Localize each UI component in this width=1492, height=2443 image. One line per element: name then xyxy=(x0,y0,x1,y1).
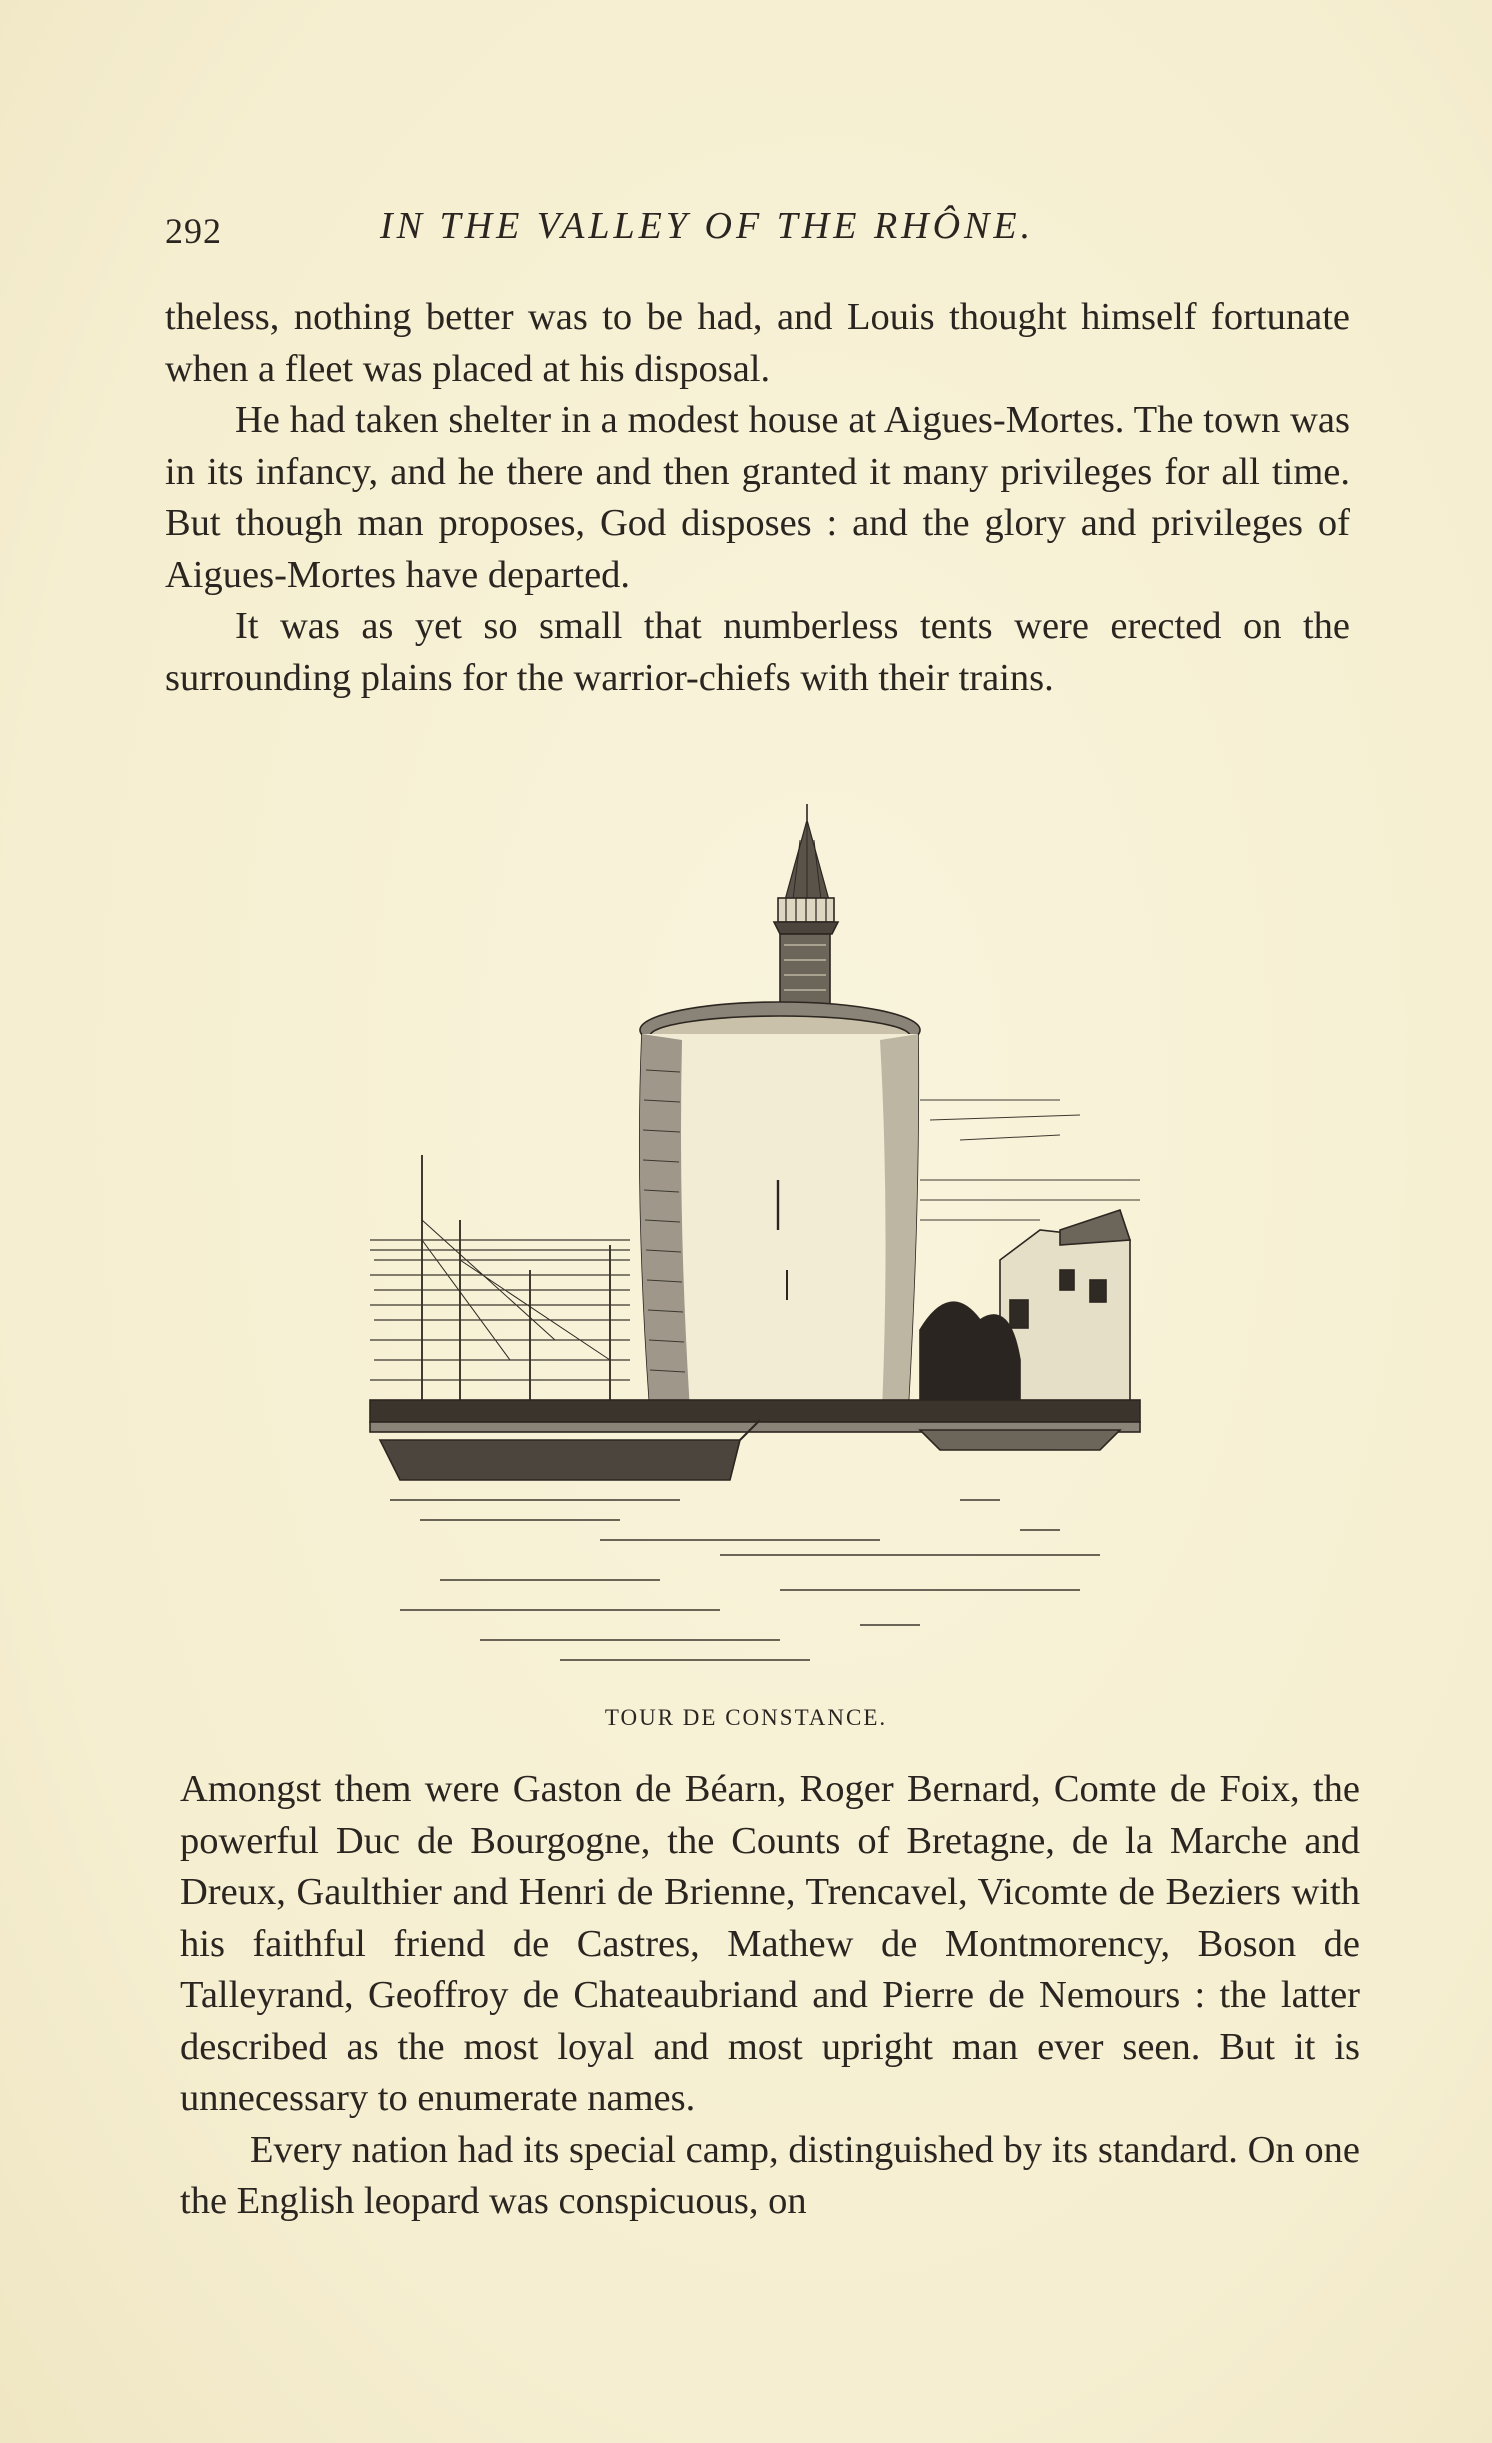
top-text-block xyxy=(165,292,1350,704)
paragraph: Amongst them were Gaston de Béarn, Roger Bernard, Comte de Foix, the powerful Duc de Bourgogne, the Counts of Bretagne, de la Marche and Dreux, Gaulthier and Henri de Brienne, Trencavel, Vicomte de Beziers with his faithful friend de Castres, Mathew de Montmorency, Boson de Talleyrand, Geoffroy de Chateaubriand and Pierre de Nemours : the latter described as the most loyal and most upright man ever seen. But it is unnecessary to enumerate names. xyxy=(180,1768,1360,2119)
paragraph: Every nation had its special camp, distinguished by its standard. On one the English leopard was conspicuous, on xyxy=(180,2128,1360,2222)
bottom-text-block xyxy=(180,1764,1360,2228)
paragraph-continuation: theless, nothing better was to be had, and Louis thought himself fortunate when a fleet was placed at his disposal. xyxy=(165,296,1350,390)
paragraph: He had taken shelter in a modest house at Aigues-Mortes. The town was in its infancy, and he there and then granted it many privileges for all time. But though man proposes, God disposes : and the glory and privileges of Aigues-Mortes have departed. xyxy=(165,399,1350,596)
figure-caption: TOUR DE CONSTANCE. xyxy=(604,1705,888,1730)
page-number: 292 xyxy=(165,211,222,251)
tower-engraving-illustration xyxy=(360,800,1160,1680)
paragraph: It was as yet so small that numberless tents were erected on the surrounding plains for the warrior-chiefs with their trains. xyxy=(165,605,1350,699)
running-title: IN THE VALLEY OF THE RHÔNE. xyxy=(380,205,1035,247)
page-header xyxy=(165,200,1345,260)
